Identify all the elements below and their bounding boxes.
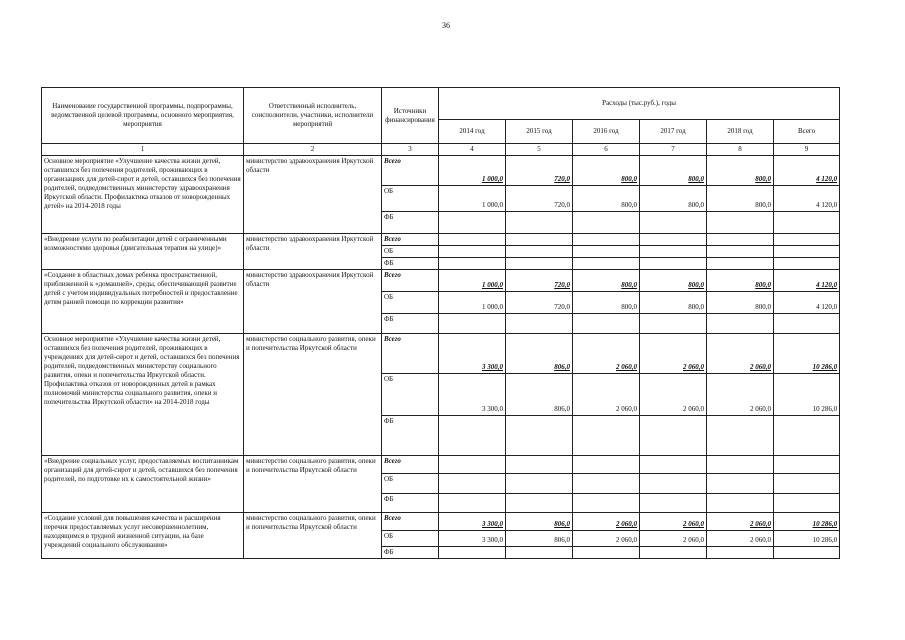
amount-cell: 10 286,0: [774, 374, 840, 416]
source-label: ФБ: [382, 416, 439, 456]
header-column-number: 9: [774, 144, 840, 156]
measure-executor: министерство здравоохранения Иркутской области: [244, 234, 382, 270]
table-row: [42, 270, 840, 292]
amount-cell: [774, 246, 840, 258]
amount-cell: [573, 456, 640, 474]
amount-cell: 4 120,0: [774, 292, 840, 314]
table-row: [42, 513, 840, 531]
source-label: ФБ: [382, 314, 439, 334]
measure-executor: министерство здравоохранения Иркутской области: [244, 270, 382, 334]
amount-cell: [573, 212, 640, 234]
amount-cell: 800,0: [707, 270, 774, 292]
amount-cell: 800,0: [573, 156, 640, 186]
amount-cell: 1 000,0: [439, 292, 506, 314]
amount-cell: 2 060,0: [707, 531, 774, 547]
amount-cell: [774, 314, 840, 334]
source-label: ОБ: [382, 474, 439, 494]
expenses-table: [41, 87, 840, 559]
amount-cell: [573, 258, 640, 270]
header-year: 2014 год: [439, 120, 506, 144]
header-column-number: 7: [640, 144, 707, 156]
amount-cell: 10 286,0: [774, 334, 840, 374]
source-label: ОБ: [382, 531, 439, 547]
amount-cell: [707, 246, 774, 258]
amount-cell: [439, 234, 506, 246]
amount-cell: [640, 547, 707, 559]
amount-cell: [774, 416, 840, 456]
amount-cell: [573, 494, 640, 513]
amount-cell: 4 120,0: [774, 270, 840, 292]
source-label: ОБ: [382, 292, 439, 314]
amount-cell: 806,0: [506, 374, 573, 416]
header-column-number: 4: [439, 144, 506, 156]
amount-cell: 2 060,0: [573, 531, 640, 547]
amount-cell: 2 060,0: [707, 513, 774, 531]
measure-name: «Создание условий для повышения качества и расширения перечня предоставляемых услуг несовершеннолетним, находящимся в трудной жизненной ситуации, на базе учреждений социального обслуживания»: [42, 513, 244, 559]
measure-executor: министерство социального развития, опеки и попечительства Иркутской области: [244, 513, 382, 559]
amount-cell: [439, 416, 506, 456]
amount-cell: [573, 547, 640, 559]
measure-executor: министерство социального развития, опеки и попечительства Иркутской области: [244, 456, 382, 513]
amount-cell: [707, 212, 774, 234]
source-label: ФБ: [382, 212, 439, 234]
table-row: [42, 156, 840, 186]
amount-cell: 800,0: [573, 186, 640, 212]
amount-cell: 3 300,0: [439, 334, 506, 374]
header-column-number: 8: [707, 144, 774, 156]
source-label: Всего: [382, 513, 439, 531]
amount-cell: [774, 547, 840, 559]
amount-cell: 1 000,0: [439, 186, 506, 212]
amount-cell: 800,0: [640, 186, 707, 212]
amount-cell: [707, 456, 774, 474]
table-row: [42, 456, 840, 474]
amount-cell: 10 286,0: [774, 531, 840, 547]
source-label: Всего: [382, 156, 439, 186]
header-source: Источники финансирования: [382, 88, 439, 144]
table-row: [42, 334, 840, 374]
amount-cell: [506, 212, 573, 234]
amount-cell: 3 300,0: [439, 374, 506, 416]
amount-cell: 2 060,0: [640, 513, 707, 531]
source-label: ФБ: [382, 258, 439, 270]
amount-cell: [506, 456, 573, 474]
source-label: Всего: [382, 334, 439, 374]
amount-cell: 10 286,0: [774, 513, 840, 531]
source-label: ОБ: [382, 186, 439, 212]
header-year: 2018 год: [707, 120, 774, 144]
amount-cell: [640, 246, 707, 258]
amount-cell: [506, 258, 573, 270]
amount-cell: [707, 258, 774, 270]
amount-cell: 2 060,0: [640, 334, 707, 374]
amount-cell: [707, 494, 774, 513]
amount-cell: [573, 474, 640, 494]
amount-cell: 2 060,0: [640, 374, 707, 416]
amount-cell: 800,0: [573, 270, 640, 292]
header-column-number: 5: [506, 144, 573, 156]
source-label: ФБ: [382, 547, 439, 559]
amount-cell: [640, 456, 707, 474]
amount-cell: 800,0: [707, 156, 774, 186]
amount-cell: 800,0: [640, 270, 707, 292]
amount-cell: [774, 258, 840, 270]
amount-cell: [707, 547, 774, 559]
amount-cell: [707, 416, 774, 456]
amount-cell: [506, 314, 573, 334]
amount-cell: 4 120,0: [774, 186, 840, 212]
table-row: [42, 234, 840, 246]
amount-cell: [640, 234, 707, 246]
amount-cell: 2 060,0: [640, 531, 707, 547]
amount-cell: [640, 494, 707, 513]
amount-cell: [506, 234, 573, 246]
amount-cell: 2 060,0: [573, 374, 640, 416]
amount-cell: [774, 234, 840, 246]
amount-cell: [640, 212, 707, 234]
amount-cell: 720,0: [506, 292, 573, 314]
amount-cell: [506, 246, 573, 258]
amount-cell: [707, 234, 774, 246]
source-label: Всего: [382, 270, 439, 292]
amount-cell: 800,0: [707, 186, 774, 212]
amount-cell: [640, 474, 707, 494]
amount-cell: [439, 474, 506, 494]
source-label: ОБ: [382, 374, 439, 416]
header-executor: Ответственный исполнитель, соисполнители, участники, исполнители мероприятий: [244, 88, 382, 144]
amount-cell: 2 060,0: [707, 334, 774, 374]
amount-cell: 800,0: [640, 156, 707, 186]
amount-cell: [774, 474, 840, 494]
measure-name: Основное мероприятие «Улучшение качества жизни детей, оставшихся без попечения родителей, проживающих в учреждениях для детей-сирот и детей, оставшихся без попечения родителей, подведомственных министерству социального развития, опеки и попечительства Иркутской области. Профилактика отказов от новорожденных детей в рамках полномочий министерства социального развития, опеки и попечительства Иркутской области» на 2014-2018 годы: [42, 334, 244, 456]
measure-name: «Внедрение социальных услуг, предоставляемых воспитанникам организаций для детей-сирот и детей, оставшихся без попечения родителей, по подготовке их к самостоятельной жизни»: [42, 456, 244, 513]
amount-cell: [573, 314, 640, 334]
amount-cell: [506, 416, 573, 456]
amount-cell: 2 060,0: [573, 334, 640, 374]
source-label: Всего: [382, 456, 439, 474]
header-column-number: 1: [42, 144, 244, 156]
amount-cell: [439, 246, 506, 258]
amount-cell: [573, 416, 640, 456]
header-expenses: Расходы (тыс.руб.), годы: [439, 88, 840, 120]
amount-cell: [439, 494, 506, 513]
measure-name: Основное мероприятие «Улучшение качества жизни детей, оставшихся без попечения родителей, проживающих в организациях для детей-сирот и детей, оставшихся без попечения родителей, подведомственных министерству здравоохранения Иркутской области. Профилактика отказов от новорожденных детей» на 2014-2018 годы: [42, 156, 244, 234]
header-column-number: 6: [573, 144, 640, 156]
amount-cell: [506, 547, 573, 559]
measure-name: «Внедрение услуги по реабилитации детей с ограниченными возможностями здоровья (двигательная терапия на улице)»: [42, 234, 244, 270]
page-number: 36: [442, 21, 450, 30]
header-year: 2015 год: [506, 120, 573, 144]
amount-cell: [774, 212, 840, 234]
source-label: ФБ: [382, 494, 439, 513]
amount-cell: [640, 258, 707, 270]
measure-name: «Создание в областных домах ребенка пространственной, приближенной к «домашней», среды, обеспечивающей развитие детей с учетом индивидуальных потребностей и предоставление детям ранней помощи по коррекции развития»: [42, 270, 244, 334]
amount-cell: [640, 314, 707, 334]
amount-cell: 806,0: [506, 334, 573, 374]
amount-cell: 720,0: [506, 270, 573, 292]
measure-executor: министерство социального развития, опеки и попечительства Иркутской области: [244, 334, 382, 456]
amount-cell: [707, 474, 774, 494]
amount-cell: [439, 547, 506, 559]
amount-cell: 3 300,0: [439, 513, 506, 531]
amount-cell: 1 000,0: [439, 156, 506, 186]
source-label: ОБ: [382, 246, 439, 258]
amount-cell: [573, 246, 640, 258]
amount-cell: [774, 494, 840, 513]
amount-cell: 2 060,0: [707, 374, 774, 416]
amount-cell: 800,0: [707, 292, 774, 314]
amount-cell: [774, 456, 840, 474]
amount-cell: 806,0: [506, 531, 573, 547]
amount-cell: 806,0: [506, 513, 573, 531]
amount-cell: 1 000,0: [439, 270, 506, 292]
amount-cell: [506, 474, 573, 494]
amount-cell: 720,0: [506, 156, 573, 186]
amount-cell: [439, 258, 506, 270]
amount-cell: 3 300,0: [439, 531, 506, 547]
measure-executor: министерство здравоохранения Иркутской области: [244, 156, 382, 234]
header-column-number: 3: [382, 144, 439, 156]
amount-cell: 2 060,0: [573, 513, 640, 531]
source-label: Всего: [382, 234, 439, 246]
header-year: 2016 год: [573, 120, 640, 144]
amount-cell: [640, 416, 707, 456]
header-year: Всего: [774, 120, 840, 144]
amount-cell: [439, 212, 506, 234]
amount-cell: 4 120,0: [774, 156, 840, 186]
amount-cell: 720,0: [506, 186, 573, 212]
amount-cell: 800,0: [573, 292, 640, 314]
header-year: 2017 год: [640, 120, 707, 144]
amount-cell: 800,0: [640, 292, 707, 314]
amount-cell: [439, 456, 506, 474]
amount-cell: [573, 234, 640, 246]
amount-cell: [707, 314, 774, 334]
amount-cell: [439, 314, 506, 334]
amount-cell: [506, 494, 573, 513]
header-name: Наименование государственной программы, подпрограммы, ведомственной целевой программы, основного мероприятия, мероприятия: [42, 88, 244, 144]
header-column-number: 2: [244, 144, 382, 156]
